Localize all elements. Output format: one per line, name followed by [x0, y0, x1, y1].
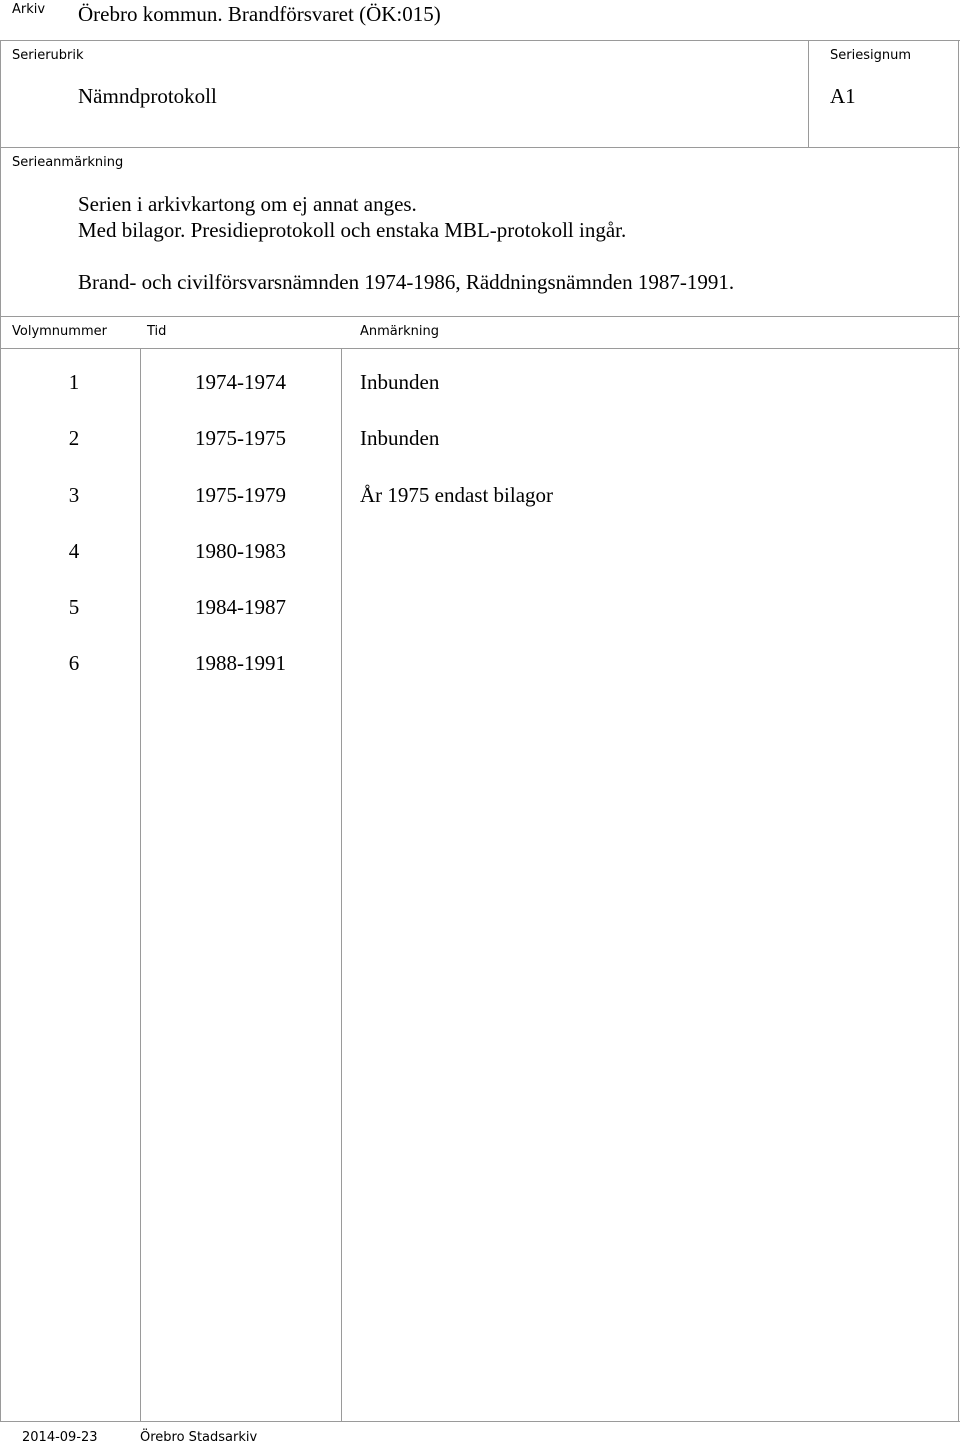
table-row [0, 651, 960, 707]
cell-tid: 1980-1983 [195, 539, 286, 563]
col-header-volym: Volymnummer [12, 324, 107, 339]
cell-volym: 2 [68, 426, 80, 450]
frame-right [958, 40, 959, 1422]
serierubrik-value: Nämndprotokoll [78, 84, 217, 108]
table-row [0, 595, 960, 651]
divider-serie [0, 147, 960, 148]
cell-tid: 1988-1991 [195, 651, 286, 675]
serieanmarkning-line-3: Brand- och civilförsvarsnämnden 1974-1986, Räddningsnämnden 1987-1991. [78, 270, 735, 294]
divider-header [0, 40, 960, 41]
cell-volym: 5 [68, 595, 80, 619]
cell-tid: 1975-1975 [195, 426, 286, 450]
cell-tid: 1974-1974 [195, 370, 286, 394]
table-row [0, 539, 960, 595]
col-header-anmarkning: Anmärkning [360, 324, 439, 339]
seriesignum-value: A1 [830, 84, 856, 108]
cell-anmarkning: År 1975 endast bilagor [360, 483, 554, 507]
arkiv-title: Örebro kommun. Brandförsvaret (ÖK:015) [78, 2, 441, 26]
table-row [0, 483, 960, 539]
cell-anmarkning: Inbunden [360, 370, 440, 394]
serieanmarkning-label: Serieanmärkning [12, 155, 124, 170]
cell-volym: 4 [68, 539, 80, 563]
serieanmarkning-line-2: Med bilagor. Presidieprotokoll och enstaka MBL-protokoll ingår. [78, 218, 627, 242]
divider-anmarkning [0, 316, 960, 317]
cell-volym: 3 [68, 483, 80, 507]
divider-signum [808, 40, 809, 147]
cell-tid: 1975-1979 [195, 483, 286, 507]
table-row [0, 370, 960, 426]
col-header-tid: Tid [147, 324, 167, 339]
footer-date: 2014-09-23 [22, 1430, 98, 1445]
cell-tid: 1984-1987 [195, 595, 286, 619]
footer-org: Örebro Stadsarkiv [140, 1430, 258, 1445]
serieanmarkning-line-1: Serien i arkivkartong om ej annat anges. [78, 192, 417, 216]
cell-volym: 6 [68, 651, 80, 675]
divider-table-header [0, 348, 960, 349]
cell-anmarkning: Inbunden [360, 426, 440, 450]
cell-volym: 1 [68, 370, 80, 394]
frame-left [0, 40, 1, 1422]
arkiv-label: Arkiv [12, 2, 46, 17]
table-row [0, 426, 960, 482]
seriesignum-label: Seriesignum [830, 48, 911, 63]
divider-footer [0, 1421, 960, 1422]
serierubrik-label: Serierubrik [12, 48, 84, 63]
